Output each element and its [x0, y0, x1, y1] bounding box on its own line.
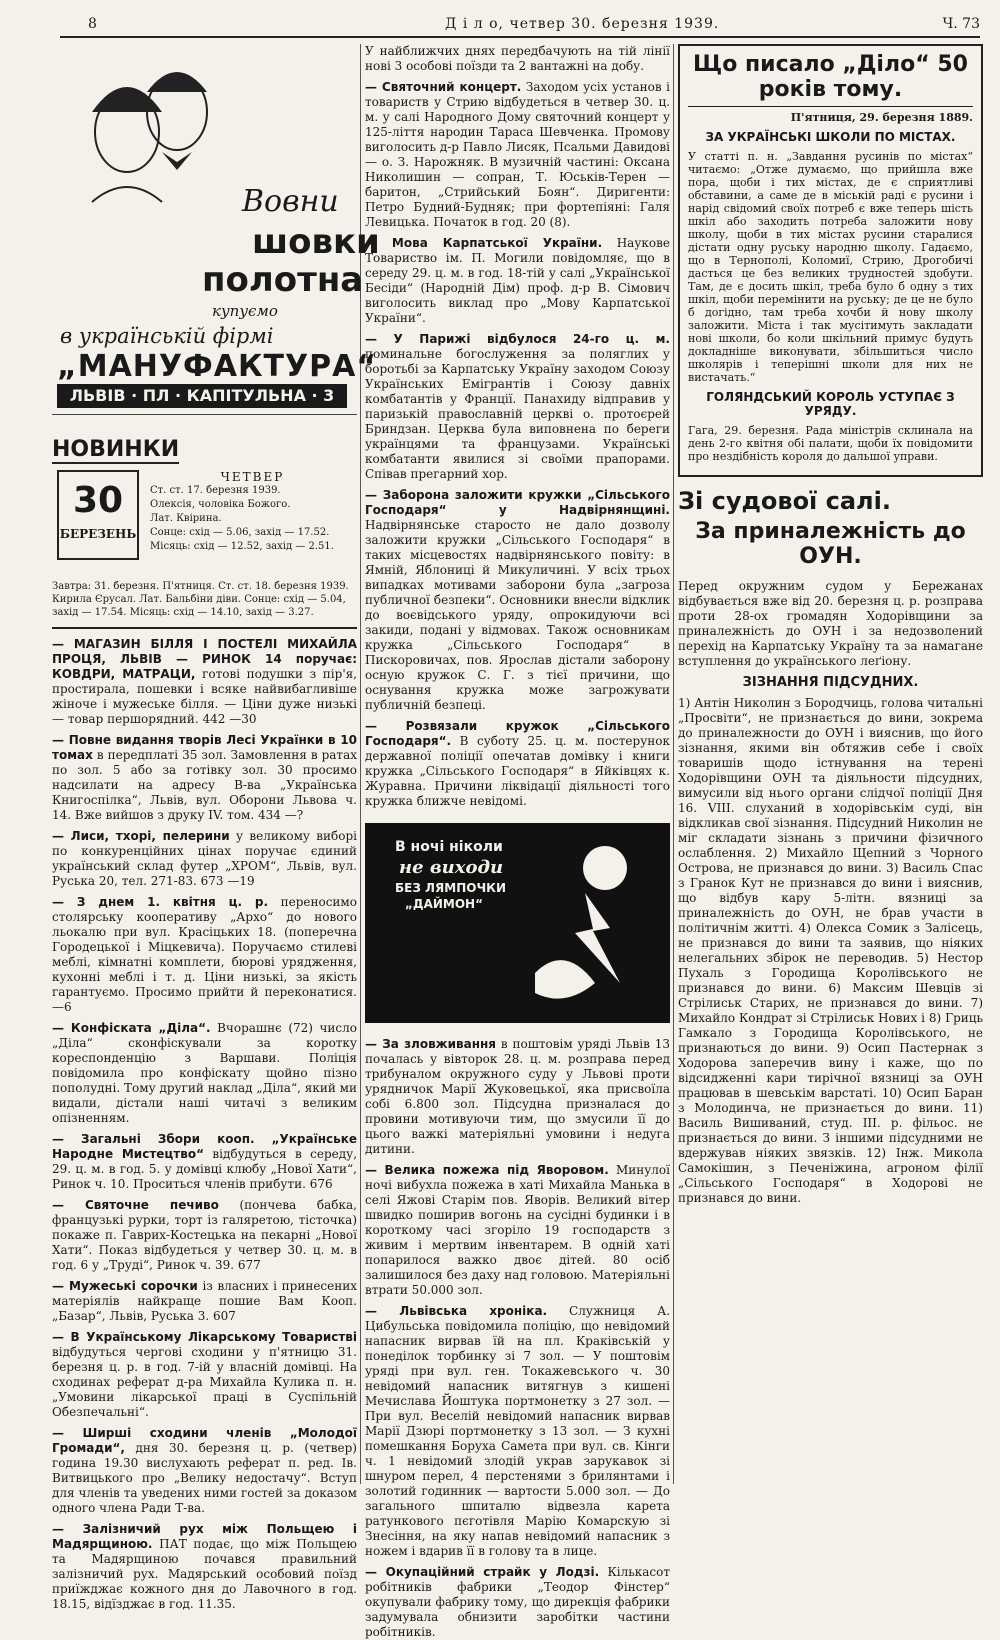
news-item: — В Українському Лікарському Товаристві відбудуться чергові сходини у п'ятницю 31. березня ц. р. в год. 7-ій у власній домівці. На сходинах реферат д-ра Михайла Кулика п. н. „Умовини лікарської праці в Суспільній Обезпечальні“.: [52, 1330, 357, 1419]
news-item: У найближчих днях передбачують на тій лінії нові 3 особові поїзди та 2 вантажні на добу.: [365, 44, 670, 73]
ad-line-wool: Вовни: [242, 184, 339, 219]
news-item: — Повне видання творів Лесі Українки в 10 томах в передплаті 35 зол. Замовлення в ратах по зол. 5 або за готівку зол. 30 просимо надсилати на адресу В-ва „Українська Книгоспілка“, Львів, вул. Оборони Львова ч. 14. Вже вийшов з друку IV. том. 434 —?: [52, 733, 357, 822]
news-item: — Конфіската „Діла“. Вчорашнє (72) число „Діла“ сконфіскували за коротку кореспонденцію з Варшави. Поліція повідомила про конфіскату щойно пізно пополудні. Тому другий наклад „Діла“, який ми видали, дістали наші читачі з великим опізненням.: [52, 1021, 357, 1125]
column-3: [678, 44, 983, 1484]
news-item: — Велика пожежа під Яворовом. Минулої ночі вибухла пожежа в хаті Михайла Манька в селі Яжові Старім пов. Яворів. Великий вітер швидко поширив вогонь на сусідні будинки і в короткому часі згоріло 19 господарств з живим і мертвим інвентарем. В одній хаті попарилося важко двоє дітей. 80 осіб залишилося без даху над головою. Матеріяльні втрати 50.000 зол.: [365, 1163, 670, 1297]
news-item: — Лиси, тхорі, пелерини у великому виборі по конкуренційних цінах поручає єдиний український склад футер „ХРОМ“, Львів, вул. Руська 20, тел. 271-83. 673 —19: [52, 829, 357, 888]
news-item: — Святочне печиво (пончева бабка, французькі рурки, торт із галяретою, тісточка) покаже п. Гаврих-Костецька на пекарні „Нової Хати“. Показ відбудеться у четвер 30. ц. м. в год. 6 у „Труді“, Ринок ч. 39. 677: [52, 1198, 357, 1272]
box-subtitle: ГОЛЯНДСЬКИЙ КОРОЛЬ УСТУПАЄ З УРЯДУ.: [706, 390, 955, 418]
news-item: — Залізничий рух між Польщею і Мадярщиною. ПАТ подає, що між Польщею та Мадярщиною почався правильний залізничий рух. Мадярський особовий поїзд приїжджає кожного дня до Лавочного в год. 18.15, відїзджає в год. 11.35.: [52, 1522, 357, 1611]
confession-heading: ЗІЗНАННЯ ПІДСУДНИХ.: [742, 675, 919, 690]
court-text: 1) Антін Николин з Бородчиць, голова читальні „Просвіти“, не признається до вини, зокрема до приналежности до ОУН і вияснив, що його зізнання, якими він обтяжив себе і своїх товаришів щодо істнування на терені Ходорівщини ОУН та діяльности підсудних, вимусили від нього органи слідчої поліції Дня 16. VIII. слуханий в ходорівськім суді, він відкликав свої зізнання. Підсудний Николин не міг складати зізнань з причини фізичного ослаблення. 2) Михайло Щепний з Чорного Острова, не признався до вини. 3) Василь Спас з Гранок Кут не признався до вини і вияснив, що відбув кару 5-літн. вязниці за приналежність до ОУН, не брав участи в політичнім житті. 4) Олекса Сомик з Залісець, не признався до вини та заявив, що ніяких нелегальних збірок не переводив. 5) Нестор Пухаль з Городища Королівського не признався до вини. 6) Максим Шевців зі Стрілиськ Старих, не признався до вини. 7) Михайло Кондрат зі Стрілиськ Нових і 8) Гриць Гамкало з Городища Королівського, не признаються до вини. 9) Осип Пастернак з Ходорова заперечив вину і каже, що по відсидженні кари тирічної вязниці за ОУН працював в шевськім варстаті. 10) Осип Баран з Молодинча, не признається до вини. 11) Василь Вишиваний, студ. III. р. фільос. не признається до вини. З іншими підсудними не вдержував ніяких звязків. 12) Інж. Микола Самокішин, з Печеніжина, агроном філії „Сільського Господаря“ в Ходорові не признався до вини.: [678, 696, 983, 1205]
court-article-title: За приналежність до ОУН.: [695, 519, 966, 569]
court-section-title: Зі судової салі.: [678, 487, 891, 515]
page-header: [60, 14, 980, 38]
news-item: — За зловживання в поштовім уряді Львів 13 почалась у вівторок 28. ц. м. розправа перед трибуналом окружного суду у Львові проти урядничок Марії Жуковецької, яка присвоїла собі 6.800 зол. Підсудна призналася до провини мотивуючи тим, що змусили її до цього важкі матеріяльні умовини і недуга дитини.: [365, 1037, 670, 1156]
box-subtitle: ЗА УКРАЇНСЬКІ ШКОЛИ ПО МІСТАХ.: [705, 130, 956, 144]
news-item: — Розвязали кружок „Сільського Господаря“. В суботу 25. ц. м. постерунок державної поліції опечатав домівку і книги кружка „Сільського Господаря“ в Яйківцях к. Журавна. Причини ліквідації діяльності того кружка ближче невідомі.: [365, 719, 670, 808]
manufaktura-ad: [52, 44, 380, 415]
news-item: — Львівська хроніка. Служниця А. Цибульська повідомила поліцію, що невідомий напасник вирвав їй на пл. Краківській у понеділок торбинку зі 7 зол. — У поштовім уряді при вул. ген. Токажевського ч. 30 невідомий напасник витягнув з кишені Мечислава Йоштука портмонетку з 27 зол. — При вул. Веселій невідомий напасник вирвав Марії Дзюрі портмонетку з 13 зол. — З кухні помешкання Боруха Самета при вул. св. Кінги ч. 1 невідомий злодій украв зарукавок зі шнуром перел, 4 перстенями з брилянтами і золотий годинник — вартости 5.000 зол. — До загального шпиталю відвезла карета ратункового пєготівля Марію Комарскую зі Знесіння, на яку напав невідомий напасник з ножем і вдарив її в голову та в лице.: [365, 1304, 671, 1558]
lightning-illustration: [515, 833, 655, 1013]
news-item: — МАГАЗИН БІЛЛЯ І ПОСТЕЛІ МИХАЙЛА ПРОЦЯ, ЛЬВІВ — РИНОК 14 поручає: КОВДРИ, МАТРАЦИ, готові подушки з пір'я, простирала, пошевки і всяке найвибагливіше жіноче і мужеське білля. — Ціни дуже низькі — товар першорядний. 442 —30: [52, 637, 357, 726]
couple-illustration: [72, 52, 222, 242]
date-box: 30 БЕРЕЗЕНЬ: [57, 470, 139, 560]
news-item: — З днем 1. квітня ц. р. переносимо столярську кооперативу „Архо“ до нового льокалю при вул. Красіцьких 18. (поперечна Городецької і Міцкевича). Поручаємо стилеві меблі, кімнатні комплети, бюрові урядження, кухонні меблі і т. д. Ціни низькі, за якість гарантуємо. Просимо прийти й переконатися. —6: [52, 895, 357, 1014]
tomorrow-info: Завтра: 31. березня. П'ятниця. Ст. ст. 18. березня 1939. Кирила Єрусал. Лат. Бальбіни діви. Сонце: схід — 5.04, захід — 17.54. Місяць: схід — 14.10, захід — 3.27.: [52, 581, 349, 618]
box-text: Гага, 29. березня. Рада міністрів склинала на день 2-го квітня обі палати, щоби їх повідомити про нездібність короля до дальшої управи.: [688, 424, 973, 463]
ad-line-buy: купуємо: [212, 302, 278, 320]
news-item: — Святочний концерт. Заходом усіх установ і товариств у Стрию відбудеться в четвер 30. ц. м. у салі Народного Дому святочний концерт у 125-ліття народин Тараса Шевченка. Промову виголосить д-р Павло Лисяк, Псальми Давидові — о. З. Нарожняк. В музичній частині: Оксана Николишин — сопран, Т. Юськів-Терен — баритон, „Стрийський Боян“. Диригенти: Петро Будний-Будняк; при фортепіяні: Галя Левицька. Початок в год. 20 (8).: [365, 80, 670, 229]
box-date: П'ятниця, 29. березня 1889.: [790, 111, 973, 124]
column-divider: [673, 44, 674, 1484]
fifty-years-box: [678, 44, 983, 477]
column-1: [52, 44, 380, 1611]
issue-number: Ч. 73: [942, 16, 980, 32]
column-2: [365, 44, 671, 1639]
ad-line-linen: полотна: [202, 260, 364, 300]
news-item: — Ширші сходини членів „Молодої Громади“, дня 30. березня ц. р. (четвер) година 19.30 вислухають реферат п. ред. Ів. Витвицького про „Велику недостачу“. Вступ для членів та уведених ними гостей за доказом одного члена Ради Т-ва.: [52, 1426, 357, 1515]
daimon-lamp-ad: В ночі ніколи не виходи БЕЗ ЛЯМПОЧКИ „ДАЙМОН“: [365, 823, 670, 1023]
box-text: У статті п. н. „Завдання русинів по містах“ читаємо: „Отже думаємо, що прийшла вже пора, щоби і тих містах, де є сприятливі обставини, а саме де в міській раді є русини і нарід свідомий своїх потреб є вже теперь шість шкіл або заходить потреба заложити нову школу, щоби в тих містах русини старалися дістати одну руську народню школу. Гадаємо, що в Тернополі, Коломиї, Стрию, Дрогобичі дасться це без великих трудностей здобути. Там, де є досить шкіл, треба було б одну з тих шкіл, щоби перемінити на руську; де це не було б догідно, там треба хочби й нову школу заложити. Міста і так мусітимуть закладати нові школи, бо коли шкільний примус будуть докладніше виконувати, збільшиться число школярів і теперішні школи для них не вистачать.“: [688, 150, 973, 384]
news-item: — У Парижі відбулося 24-го ц. м. поминальне богослуження за поляглих у боротьбі за Карпатську Україну заходом Союзу Українських Емігрантів і Союзу давніх комбатантів у Франції. Панахиду відправив у паризькій православній церкві о. протоєрей Бриндзан. Церква була виповнена по береги українцями та французами. Українські комбатанти явилися зі своїми прапорами. Співав прегарний хор.: [365, 332, 670, 481]
masthead-date: Д і л о, четвер 30. березня 1939.: [445, 16, 720, 32]
calendar-block: [52, 470, 357, 580]
ad-address: ЛЬВІВ · ПЛ · КАПІТУЛЬНА · 3: [57, 384, 347, 408]
news-item: — Мужеські сорочки із власних і принесених матеріялів найкраще пошие Вам Кооп. „Базар“, Львів, Руська 3. 607: [52, 1279, 358, 1323]
page-number: 8: [88, 16, 97, 32]
news-item: — Заборона заложити кружки „Сільського Господаря“ у Надвірнянщині. Надвірнянське старосто не дало дозволу заложити кружки „Сільського Господаря“ в таких місцевостях надвірнянського повіту: в Ямній, Яблониці й Микуличині. У всіх трьох випадках мотивами заборони була „загроза публичної безпеки“. Основники внесли відклик до воєвідського уряду, опрокидуючи всі закиди, подані у відмовах. Також основникам кружка „Сільського Господаря“ в Пискоровичах, пов. Ярослав дістали заборону осную кружок С. Г. з тієї причини, що оснування кружка може загрожувати публичній безпеці.: [365, 488, 670, 712]
section-title: НОВИНКИ: [52, 437, 180, 462]
calendar-info: ЧЕТВЕР Ст. ст. 17. березня 1939. Олексія, чоловіка Божого. Лат. Квірина. Сонце: схід — 5.06, захід — 17.52. Місяць: схід — 12.52, захід — 2.51.: [150, 470, 334, 552]
box-title: Що писало „Діло“ 50 років тому.: [688, 52, 973, 107]
news-item: — Загальні Збори кооп. „Українське Народне Мистецтво“ відбудуться в середу, 29. ц. м. в год. 5. у домівці клюбу „Нової Хати“, Ринок ч. 10. Проситься членів прибути. 676: [52, 1132, 358, 1191]
news-item: — Окупаційний страйк у Лодзі. Кількасот робітників фабрики „Теодор Фінстер“ окупували фабрику тому, що дирекція фабрики задумувала обнизити заробітки частини робітників.: [365, 1565, 670, 1639]
ad-line-firm: в українській фірмі: [60, 324, 274, 348]
court-text: Перед окружним судом у Бережанах відбувається вже від 20. березня ц. р. розправа проти 28-ох громадян Ходорівщини за приналежність до ОУН і за недозволений перехід на Карпатську Україну та за намагане вступлення до українського леґіону.: [678, 579, 983, 668]
ad-brand: „МАНУФАКТУРА“: [57, 349, 378, 384]
ad-line-silk: шовки: [252, 222, 380, 262]
news-item: — Мова Карпатської України. Наукове Товариство ім. П. Могили повідомляє, що в середу 29. ц. м. в год. 18-тій у салі „Української Бесіди“ (Народній Дім) проф. д-р В. Сімович виголосить виклад про „Мову Карпатської України“.: [365, 236, 670, 325]
